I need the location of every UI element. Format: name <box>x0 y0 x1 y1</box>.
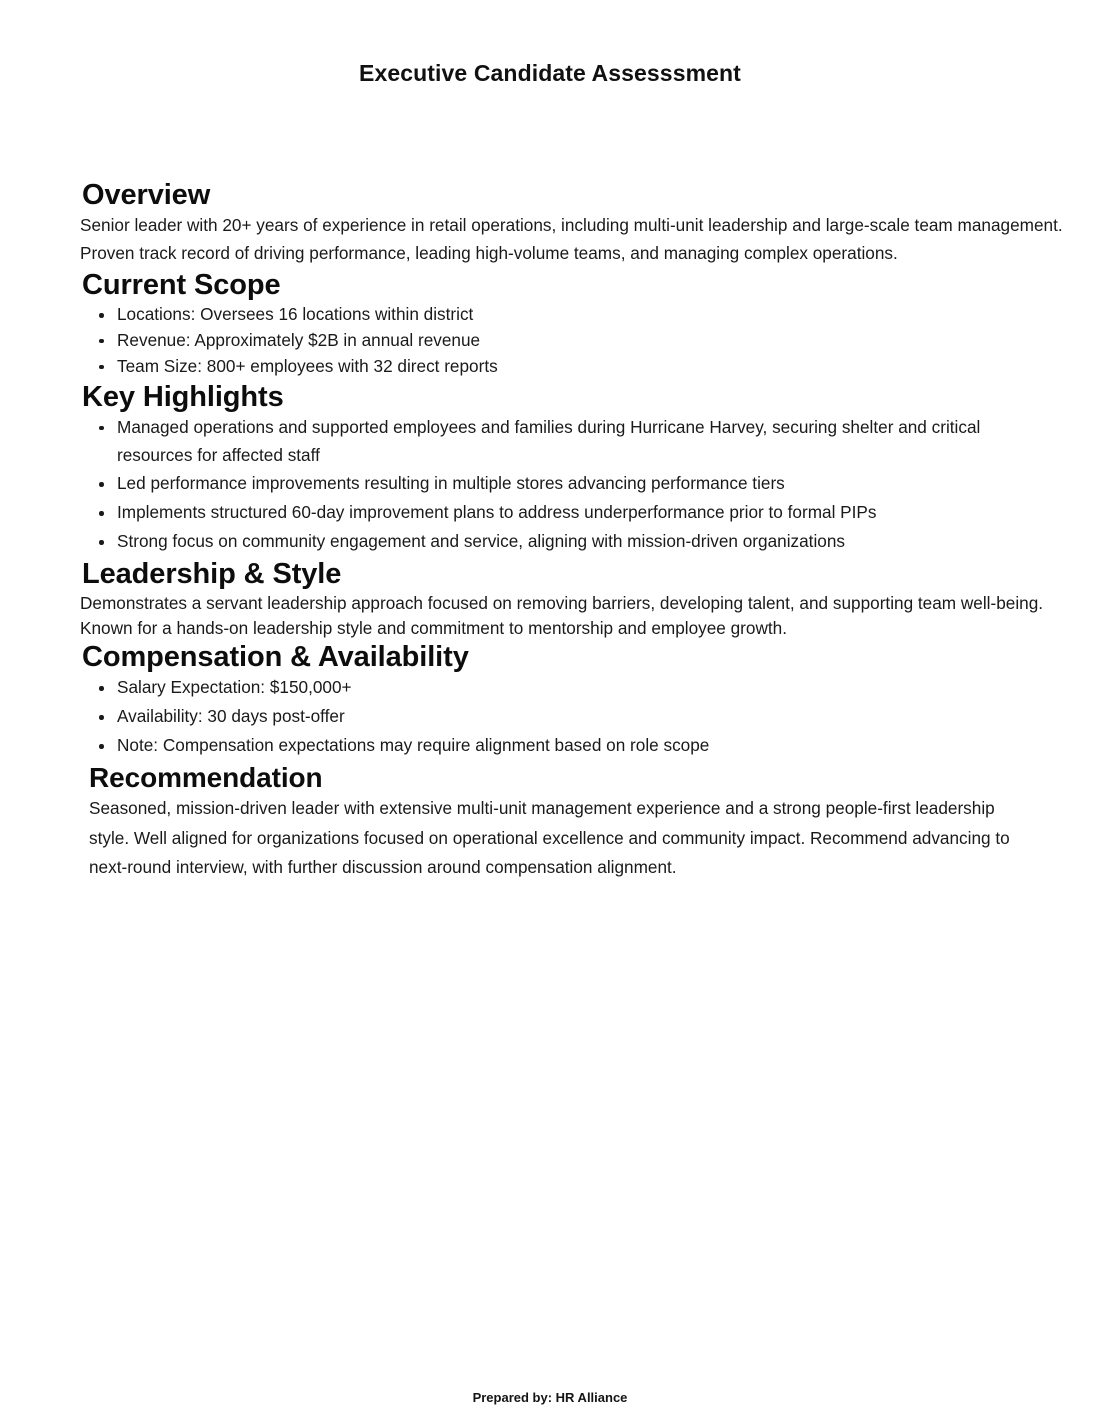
heading-recommendation: Recommendation <box>89 761 323 793</box>
section-key-highlights <box>0 380 1100 557</box>
document-footer: Prepared by: HR Alliance <box>472 1390 628 1405</box>
list-compensation-availability <box>0 674 1100 760</box>
heading-current-scope: Current Scope <box>82 268 281 301</box>
list-item: Team Size: 800+ employees with 32 direct reports <box>0 354 1100 380</box>
list-item: Implements structured 60-day improvement plans to address underperformance prior to formal PIPs <box>0 499 1100 527</box>
section-recommendation <box>0 761 1100 883</box>
paragraph-recommendation: Seasoned, mission-driven leader with extensive multi-unit management experience and a strong people-first leadership style. Well aligned for organizations focused on operational excellence and community impact. Recommend advancing to next-round interview, with further discussion around compensation alignment. <box>89 797 1010 878</box>
list-item: Led performance improvements resulting in multiple stores advancing performance tiers <box>0 470 1100 498</box>
section-overview <box>0 178 1100 268</box>
document-title: Executive Candidate Assesssment <box>359 60 741 86</box>
section-compensation-availability <box>0 640 1100 760</box>
document-body <box>0 178 1100 883</box>
heading-leadership-style: Leadership & Style <box>82 558 342 591</box>
list-key-highlights <box>0 414 1100 556</box>
list-item: Note: Compensation expectations may require alignment based on role scope <box>0 732 1100 760</box>
list-item: Revenue: Approximately $2B in annual revenue <box>0 328 1100 354</box>
heading-overview: Overview <box>82 179 211 211</box>
list-item: Availability: 30 days post-offer <box>0 703 1100 731</box>
section-leadership-style <box>0 557 1100 640</box>
list-item: Managed operations and supported employees and families during Hurricane Harvey, securing shelter and critical resources for affected staff <box>0 414 1100 470</box>
section-current-scope <box>0 268 1100 380</box>
paragraph-overview: Senior leader with 20+ years of experience in retail operations, including multi-unit leadership and large-scale team management. Proven track record of driving performance, leading high-volume teams, and managing complex operations. <box>80 215 1063 264</box>
paragraph-leadership-style: Demonstrates a servant leadership approach focused on removing barriers, developing talent, and supporting team well-being. Known for a hands-on leadership style and commitment to mentorship and employee growth. <box>80 593 1044 638</box>
list-item: Strong focus on community engagement and service, aligning with mission-driven organizations <box>0 528 1100 556</box>
list-item: Salary Expectation: $150,000+ <box>0 674 1100 702</box>
heading-compensation-availability: Compensation & Availability <box>82 641 469 674</box>
heading-key-highlights: Key Highlights <box>82 380 284 413</box>
list-item: Locations: Oversees 16 locations within district <box>0 302 1100 328</box>
list-current-scope <box>0 302 1100 379</box>
